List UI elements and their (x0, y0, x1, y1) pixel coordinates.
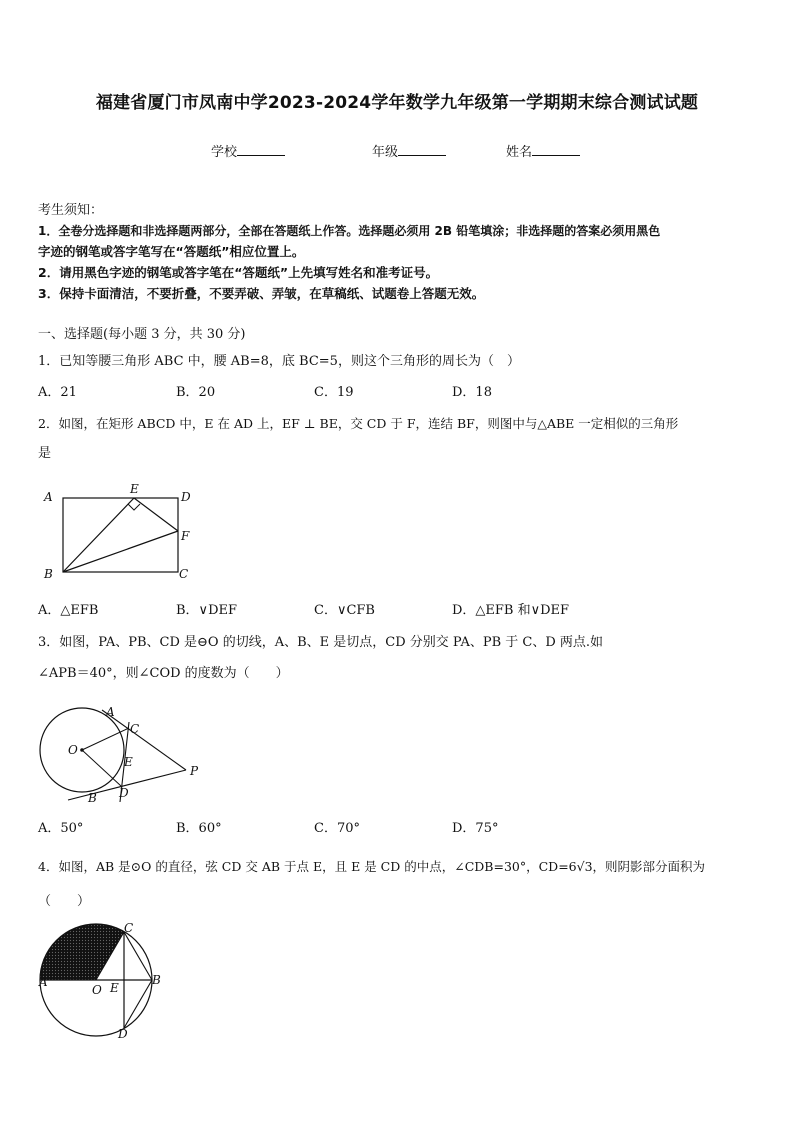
segment-be (63, 498, 134, 572)
q2-option-c: C．∨CFB (314, 603, 375, 618)
segment-bf (63, 531, 178, 572)
notice-line-1a: 1．全卷分选择题和非选择题两部分，全部在答题纸上作答。选择题必须用 2B 铅笔填涂；非选择题的答案必须用黑色 (38, 224, 661, 238)
label-b: B (44, 567, 53, 581)
segment-bd (124, 980, 152, 1028)
q2-stem-b: 是 (38, 446, 52, 461)
q2-option-b: B．∨DEF (176, 603, 238, 618)
q1-option-a: A．21 (38, 385, 77, 400)
label-a: A (44, 490, 53, 504)
school-blank (237, 143, 285, 156)
label-b: B (88, 791, 97, 805)
label-a: A (39, 975, 48, 989)
label-d: D (118, 1027, 128, 1041)
tangent-pa (102, 710, 186, 770)
q1-stem: 1．已知等腰三角形 ABC 中，腰 AB=8，底 BC=5，则这个三角形的周长为（ ） (38, 354, 520, 369)
segment-cb (124, 932, 152, 980)
q2-rectangle-figure (36, 480, 206, 585)
q4-circle-figure (36, 918, 166, 1043)
label-c: C (130, 722, 140, 736)
page-title: 福建省厦门市凤南中学2023-2024学年数学九年级第一学期期末综合测试试题 (95, 93, 699, 113)
q1-option-d: D．18 (452, 385, 492, 400)
q3-option-b: B．60° (176, 821, 222, 836)
notice-line-2: 2．请用黑色字迹的钢笔或答字笔在“答题纸”上先填写姓名和准考证号。 (38, 265, 439, 280)
label-a: A (106, 705, 115, 719)
q1-option-c: C．19 (314, 385, 354, 400)
q3-option-d: D．75° (452, 821, 499, 836)
label-e: E (130, 482, 139, 496)
notice-heading: 考生须知： (38, 203, 104, 218)
label-e: E (124, 755, 133, 769)
school-label: 学校 (211, 145, 238, 160)
name-blank (532, 143, 580, 156)
q2-stem-a: 2．如图，在矩形 ABCD 中，E 在 AD 上，EF ⊥ BE，交 CD 于 F，连结 BF，则图中与△ABE 一定相似的三角形 (38, 416, 679, 431)
label-d: D (181, 490, 191, 504)
label-o: O (68, 743, 78, 757)
right-angle-mark (128, 504, 140, 510)
center-dot (80, 748, 84, 752)
notice-line-3: 3．保持卡面清洁，不要折叠，不要弄破、弄皱，在草稿纸、试题卷上答题无效。 (38, 286, 485, 301)
label-f: F (181, 529, 190, 543)
q2-option-d: D．△EFB 和∨DEF (452, 603, 570, 618)
q3-stem-b: ∠APB＝40°，则∠COD 的度数为（ ） (38, 666, 289, 681)
name-label: 姓名 (506, 145, 533, 160)
label-d: D (119, 786, 129, 800)
label-b: B (152, 973, 161, 987)
grade-blank (398, 143, 446, 156)
q3-tangent-figure (36, 700, 216, 808)
q3-stem-a: 3．如图，PA、PB、CD 是⊖O 的切线，A、B、E 是切点，CD 分别交 PA、PB 于 C、D 两点.如 (38, 635, 604, 650)
rectangle-abcd (63, 498, 178, 572)
label-p: P (190, 764, 199, 778)
q3-option-c: C．70° (314, 821, 360, 836)
grade-field (372, 141, 446, 160)
name-field (506, 141, 580, 160)
q2-option-a: A．△EFB (38, 603, 99, 618)
segment-od (82, 750, 121, 786)
grade-label: 年级 (372, 145, 399, 160)
label-o: O (92, 983, 102, 997)
q3-option-a: A．50° (38, 821, 84, 836)
q4-stem-a: 4．如图，AB 是⊙O 的直径，弦 CD 交 AB 于点 E，且 E 是 CD 的中点，∠CDB=30°，CD=6√3，则阴影部分面积为 (38, 859, 706, 874)
q4-stem-b: （ ） (38, 894, 91, 909)
shaded-sector (40, 924, 124, 980)
label-c: C (124, 921, 134, 935)
school-field (211, 141, 285, 160)
label-c: C (179, 567, 189, 581)
label-e: E (110, 981, 119, 995)
segment-ef (134, 498, 178, 531)
section-heading: 一、选择题(每小题 3 分，共 30 分) (38, 327, 246, 342)
notice-line-1b: 字迹的钢笔或答字笔写在“答题纸”相应位置上。 (38, 244, 305, 259)
q1-option-b: B．20 (176, 385, 216, 400)
